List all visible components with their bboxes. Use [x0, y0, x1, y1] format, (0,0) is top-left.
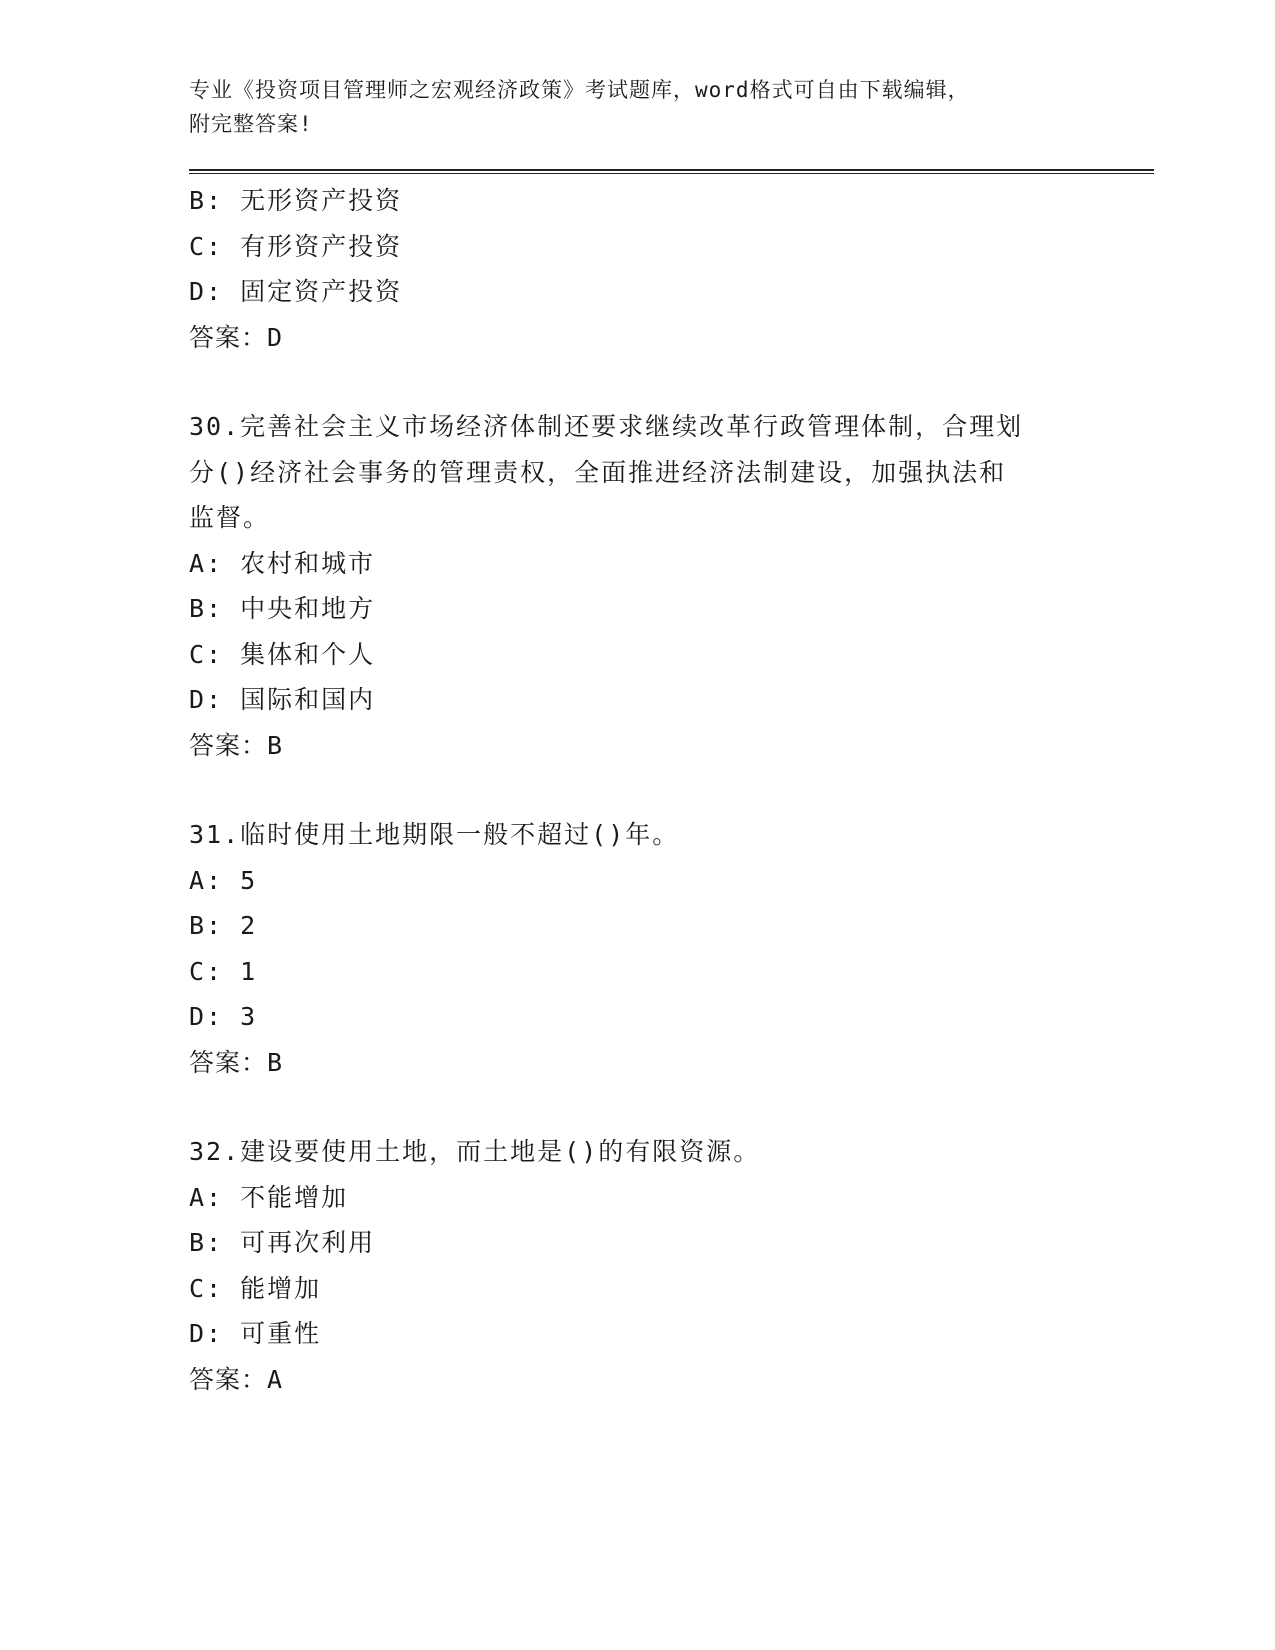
question-30	[189, 404, 1154, 768]
question-29-continued	[189, 178, 1154, 360]
header-line-1: 专业《投资项目管理师之宏观经济政策》考试题库，word格式可自由下载编辑，	[189, 78, 970, 102]
option-b: B: 2	[189, 911, 258, 940]
spacer	[189, 1085, 1154, 1129]
option-a: A: 不能增加	[189, 1182, 349, 1212]
option-d: D: 3	[189, 1002, 258, 1031]
spacer	[189, 768, 1154, 812]
option-a: A: 5	[189, 865, 258, 895]
header-line-2: 附完整答案!	[189, 112, 313, 136]
spacer	[189, 360, 1154, 404]
document-page	[189, 0, 1154, 1402]
option-d: D: 可重性	[189, 1319, 322, 1348]
answer-line: 答案：D	[189, 322, 284, 352]
question-list	[189, 178, 1154, 1402]
question-text-line: 31.临时使用土地期限一般不超过()年。	[189, 820, 680, 849]
option-c: C: 能增加	[189, 1273, 322, 1303]
question-32	[189, 1129, 1154, 1402]
option-d: D: 国际和国内	[189, 685, 376, 714]
question-text-line: 分()经济社会事务的管理责权，全面推进经济法制建设，加强执法和	[189, 457, 1007, 487]
option-a: A: 农村和城市	[189, 548, 376, 578]
option-c: C: 有形资产投资	[189, 231, 403, 261]
answer-line: 答案：B	[189, 730, 284, 760]
header-divider	[189, 169, 1154, 174]
option-b: B: 可再次利用	[189, 1228, 376, 1257]
document-header	[189, 73, 1154, 141]
question-text-line: 30.完善社会主义市场经济体制还要求继续改革行政管理体制，合理划	[189, 412, 1024, 441]
question-31	[189, 812, 1154, 1085]
answer-line: 答案：B	[189, 1047, 284, 1077]
option-b: B: 无形资产投资	[189, 186, 403, 215]
question-text-line: 监督。	[189, 503, 271, 532]
question-text-line: 32.建设要使用土地，而土地是()的有限资源。	[189, 1137, 761, 1166]
option-b: B: 中央和地方	[189, 594, 376, 623]
option-c: C: 集体和个人	[189, 639, 376, 669]
option-c: C: 1	[189, 956, 258, 986]
option-d: D: 固定资产投资	[189, 277, 403, 306]
answer-line: 答案：A	[189, 1364, 284, 1394]
